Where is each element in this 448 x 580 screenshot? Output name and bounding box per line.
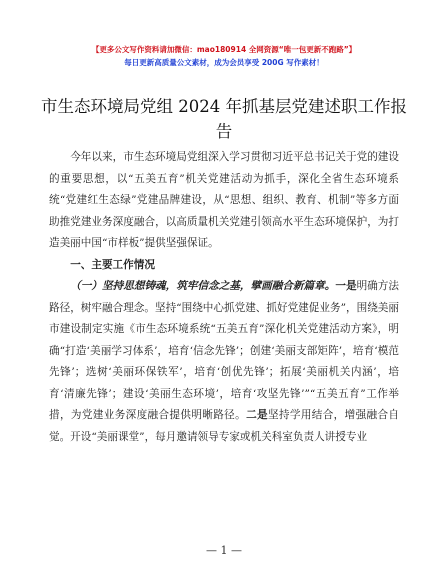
point-marker-2: 二是 (246, 409, 268, 421)
promo-banner-line2: 每日更新高质量公文素材，成为会员享受 200G 写作素材！ (124, 58, 324, 67)
document-title: 市生态环境局党组 2024 年抓基层党建述职工作报告 (41, 97, 407, 141)
point-text-1: 明确方法路径，树牢融合理念。坚持“围绕中心抓党建、抓好党建促业务”，围绕美丽市建设制定实施《市生态环境系统“五美五育”深化机关党建活动方案》，明确“打造‘美丽学习体系’，培育‘信念先锋’；创建‘美丽支部矩阵’，培育‘模范先锋’；选树‘美丽环保铁军’，培育‘创优先锋’；拓展‘美丽机关内涵’，培育‘清廉先锋’；建设‘美丽生态环境’，培育‘攻坚先锋’”“五美五育”工作举措，为党建业务深度融合提供明晰路径。 (49, 280, 400, 421)
section-heading: 一、主要工作情况 (70, 258, 155, 271)
point-text-2: 坚持学用结合，增强融合自觉。开设“美丽课堂”，每月邀请领导专家或机关科室负责人讲授专业 (49, 409, 400, 443)
subsection-heading: （一）坚持思想铸魂，筑牢信念之基，擘画融合新篇章。 (70, 280, 336, 292)
document-body (49, 147, 399, 448)
intro-paragraph: 今年以来，市生态环境局党组深入学习贯彻习近平总书记关于党的建设的重要思想，以“五美五育”机关党建活动为抓手，深化全省生态环境系统“党建红生态绿”党建品牌建设，从“思想、组织、教育、机制”等多方面助推党建业务深度融合，以高质量机关党建引领高水平生态环境保护，为打造美丽中国“市样板”提供坚强保证。 (49, 151, 399, 249)
point-marker-1: 一是 (335, 280, 357, 292)
promo-banner-line1: 【更多公文写作资料请加微信：mao180914 全网资源“唯一包更新不跑路”】 (91, 45, 357, 54)
subsection-paragraph (49, 276, 399, 448)
page-number: — 1 — (206, 544, 242, 557)
